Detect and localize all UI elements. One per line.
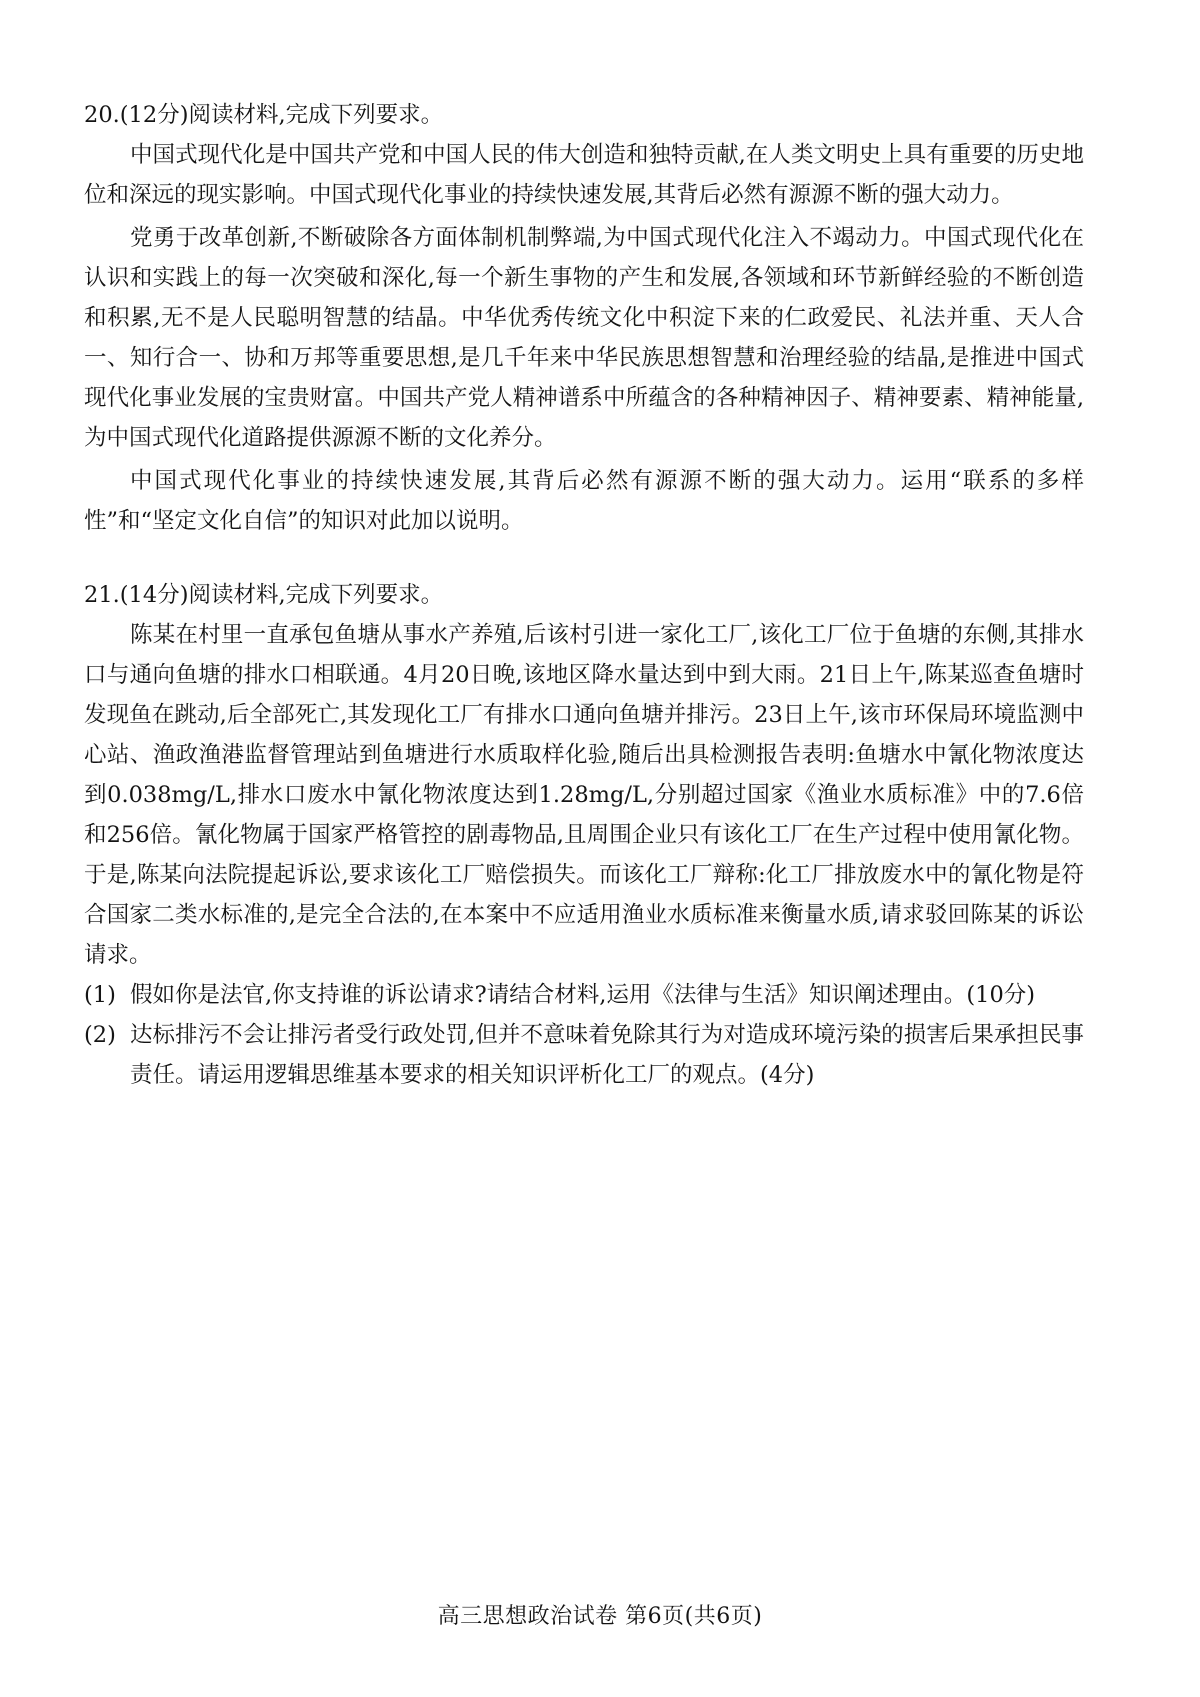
question-21-heading: 21.(14分)阅读材料,完成下列要求。 [84,582,444,608]
page-footer: 高三思想政治试卷 第6页(共6页) [437,1604,763,1629]
subquestion-number: (2) [84,1022,116,1048]
question-21-material: 陈某在村里一直承包鱼塘从事水产养殖,后该村引进一家化工厂,该化工厂位于鱼塘的东侧,其排水口与通向鱼塘的排水口相联通。4月20日晚,该地区降水量达到中到大雨。21日上午,陈某巡查鱼塘时发现鱼在跳动,后全部死亡,其发现化工厂有排水口通向鱼塘并排污。23日上午,该市环保局环境监测中心站、渔政渔港监督管理站到鱼塘进行水质取样化验,随后出具检测报告表明:鱼塘水中氰化物浓度达到0.038mg/L,排水口废水中氰化物浓度达到1.28mg/L,分别超过国家《渔业水质标准》中的7.6倍和256倍。氰化物属于国家严格管控的剧毒物品,且周围企业只有该化工厂在生产过程中使用氰化物。于是,陈某向法院提起诉讼,要求该化工厂赔偿损失。而该化工厂辩称:化工厂排放废水中的氰化物是符合国家二类水标准的,是完全合法的,在本案中不应适用渔业水质标准来衡量水质,请求驳回陈某的诉讼请求。 [84,622,1084,968]
subquestion-text: 假如你是法官,你支持谁的诉讼请求?请结合材料,运用《法律与生活》知识阐述理由。(10分) [130,982,1036,1008]
question-20 [84,95,1084,541]
question-20-paragraph-2: 党勇于改革创新,不断破除各方面体制机制弊端,为中国式现代化注入不竭动力。中国式现代化在认识和实践上的每一次突破和深化,每一个新生事物的产生和发展,各领域和环节新鲜经验的不断创造和积累,无不是人民聪明智慧的结晶。中华优秀传统文化中积淀下来的仁政爱民、礼法并重、天人合一、知行合一、协和万邦等重要思想,是几千年来中华民族思想智慧和治理经验的结晶,是推进中国式现代化事业发展的宝贵财富。中国共产党人精神谱系中所蕴含的各种精神因子、精神要素、精神能量,为中国式现代化道路提供源源不断的文化养分。 [84,225,1084,451]
subquestion-text: 达标排污不会让排污者受行政处罚,但并不意味着免除其行为对造成环境污染的损害后果承担民事责任。请运用逻辑思维基本要求的相关知识评析化工厂的观点。(4分) [130,1022,1084,1088]
question-20-paragraph-1: 中国式现代化是中国共产党和中国人民的伟大创造和独特贡献,在人类文明史上具有重要的历史地位和深远的现实影响。中国式现代化事业的持续快速发展,其背后必然有源源不断的强大动力。 [84,142,1084,208]
question-21-subquestion-2 [84,1015,1084,1095]
question-20-heading: 20.(12分)阅读材料,完成下列要求。 [84,102,444,128]
question-21-subquestion-1 [84,975,1084,1015]
question-21 [84,575,1084,1095]
subquestion-number: (1) [84,982,116,1008]
page-content [84,95,1084,1095]
question-20-prompt: 中国式现代化事业的持续快速发展,其背后必然有源源不断的强大动力。运用“联系的多样性”和“坚定文化自信”的知识对此加以说明。 [84,468,1084,534]
